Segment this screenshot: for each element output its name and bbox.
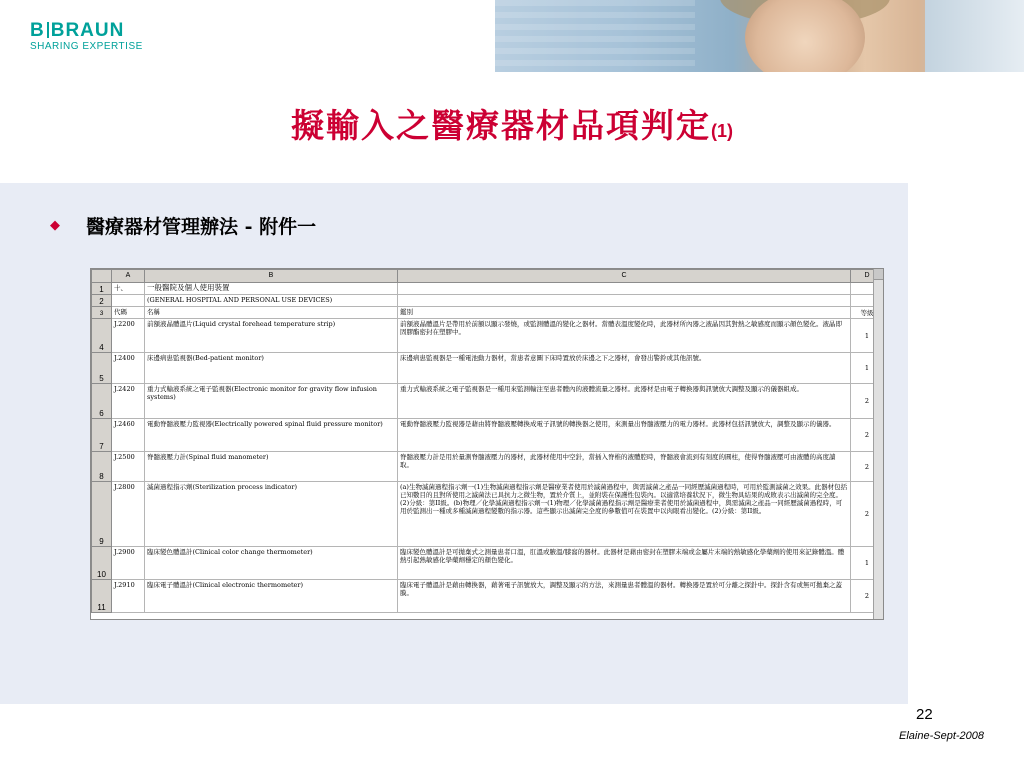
table-row (92, 384, 884, 419)
row-number: 3 (92, 307, 112, 319)
header-name: 名稱 (145, 307, 398, 319)
table-row (92, 283, 884, 295)
column-header-c: C (398, 270, 851, 283)
table-row (92, 482, 884, 547)
cell-description: 床邊病患監視器是一種電池動力器材，當患者意圖下床時置放於床邊之下之器材，會發出警鈴或其他訊號。 (398, 353, 851, 384)
photo-right-block (925, 0, 1024, 72)
cell-grade: 1 (851, 353, 884, 384)
header-photo (495, 0, 1024, 72)
column-header-a: A (112, 270, 145, 283)
row-number: 7 (92, 419, 112, 452)
cell-description: 脊髓液壓力計是用於量測脊髓液壓力的器材，此器材使用中空針，當插入脊椎的液體腔時，脊髓液會流到有刻度的圓柱，使得脊髓液壓可由液體的高度讀取。 (398, 452, 851, 482)
bbraun-logo (30, 20, 143, 52)
logo-divider (47, 22, 49, 38)
slide-title-main: 擬輸入之醫療器材品項判定 (291, 106, 711, 145)
cell-name: 床邊病患監視器(Bed-patient monitor) (145, 353, 398, 384)
cell-code: J.2460 (112, 419, 145, 452)
diamond-bullet-icon: ◆ (50, 218, 60, 233)
spreadsheet-grid (91, 269, 884, 613)
photo-stripes (495, 0, 695, 72)
cell-name: 一般醫院及個人使用裝置 (145, 283, 398, 295)
logo-brand-left: B (30, 20, 45, 41)
row-number: 9 (92, 482, 112, 547)
footer-author-date: Elaine-Sept-2008 (899, 730, 985, 742)
cell-description: 前額液晶體溫片是帶用於前額以顯示發燒，或監測體溫的變化之器材。當體表溫度變化時，此器材所內器之液晶因其對熱之敏感度而顯示顏色變化。液晶即固膠酯密封在塑膠中。 (398, 319, 851, 353)
table-row (92, 319, 884, 353)
row-number: 5 (92, 353, 112, 384)
slide-title (0, 100, 1024, 147)
cell-code: J.2420 (112, 384, 145, 419)
row-number: 6 (92, 384, 112, 419)
cell-code: J.2800 (112, 482, 145, 547)
cell-code: J.2900 (112, 547, 145, 580)
cell-name: 臨床電子體溫計(Clinical electronic thermometer) (145, 580, 398, 613)
column-header-d: D (851, 270, 884, 283)
column-header-row (92, 270, 884, 283)
table-header-row (92, 307, 884, 319)
scroll-up-arrow-icon[interactable] (874, 269, 883, 280)
cell-name: 脊髓液壓力計(Spinal fluid manometer) (145, 452, 398, 482)
header-grade: 等級 (851, 307, 884, 319)
cell-name: 滅菌過程指示劑(Sterilization process indicator) (145, 482, 398, 547)
row-number: 4 (92, 319, 112, 353)
page-number: 22 (916, 706, 933, 723)
cell-name: (GENERAL HOSPITAL AND PERSONAL USE DEVICES) (145, 295, 398, 307)
cell-grade: 1 (851, 547, 884, 580)
row-number: 8 (92, 452, 112, 482)
cell-grade: 2 (851, 452, 884, 482)
row-number: 2 (92, 295, 112, 307)
cell-name: 重力式輸液系統之電子監視器(Electronic monitor for gravity flow infusion systems) (145, 384, 398, 419)
cell-grade: 2 (851, 482, 884, 547)
logo-brand-right: BRAUN (50, 20, 125, 41)
bullet-item (50, 212, 316, 239)
cell-description: 重力式輸液系統之電子監視器是一種用來監測輸注至患者體內的液體流量之器材。此器材是由電子轉換器與訊號放大調整及顯示的儀器組成。 (398, 384, 851, 419)
slide-title-suffix: (1) (711, 121, 733, 141)
cell-grade: 1 (851, 319, 884, 353)
cell-grade: 2 (851, 419, 884, 452)
cell-description: (a)生物滅菌過程指示劑一(1)生物滅菌過程指示劑是醫療業者使用於滅菌過程中，與需滅菌之產品一同經歷滅菌過程時，可用於監測滅菌之效果。此器材包括已知數目的且對所使用之滅菌法已具抗力之微生物，置於介質上，並附裝在保護性包裝內。以適當培養狀況下，微生物具結果的成敗表示出滅菌的完全度。(2)分級：第II級。(b)物理／化學滅菌過程指示劑一(1)物理／化學滅菌過程指示劑是醫療業者使用於滅菌過程中，與需滅菌之產品一同經歷滅菌過程時，可用於監測出一種或多種滅菌過程變數的指示器。這些顯示出滅菌完全度的參數值可在裝置中以肉眼看出變化。(2)分級：第II級。 (398, 482, 851, 547)
header (0, 0, 1024, 78)
table-row (92, 580, 884, 613)
cell-code: J.2500 (112, 452, 145, 482)
cell-description: 臨床變色體溫計是可拋棄式之測量患者口溫，肛溫或腋溫/膝窩的器材。此器材是藉由密封在塑膠末端或金屬片末端的熱敏感化學藥劑的使用來記錄體溫。體熱引起熱敏感化學藥劑穩定的顏色變化。 (398, 547, 851, 580)
table-row (92, 452, 884, 482)
vertical-scrollbar[interactable] (873, 269, 883, 619)
row-number: 1 (92, 283, 112, 295)
table-row (92, 295, 884, 307)
cell-description (398, 295, 851, 307)
table-row (92, 547, 884, 580)
cell-grade: 2 (851, 384, 884, 419)
cell-name: 臨床變色體溫計(Clinical color change thermometer) (145, 547, 398, 580)
logo-tagline: SHARING EXPERTISE (30, 41, 143, 52)
spreadsheet-embed (90, 268, 884, 620)
cell-code: J.2400 (112, 353, 145, 384)
column-header-b: B (145, 270, 398, 283)
table-row (92, 419, 884, 452)
row-number: 10 (92, 547, 112, 580)
cell-name: 電動脊髓液壓力監視器(Electrically powered spinal fluid pressure monitor) (145, 419, 398, 452)
table-row (92, 353, 884, 384)
cell-description: 臨床電子體溫計是藉由轉換器，藉著電子訊號放大，調整及顯示的方法，來測量患者體溫的器材。轉換器是置於可分離之探針中。探針含有或無可拋棄之蓋膜。 (398, 580, 851, 613)
header-description: 鑑別 (398, 307, 851, 319)
cell-description (398, 283, 851, 295)
cell-code: J.2910 (112, 580, 145, 613)
row-number: 11 (92, 580, 112, 613)
photo-face (745, 0, 865, 72)
cell-name: 前額液晶體溫片(Liquid crystal forehead temperature strip) (145, 319, 398, 353)
cell-description: 電動脊髓液壓力監視器是藉由將脊髓液壓轉換成電子訊號的轉換器之使用，來測量出脊髓液壓力的電力器材。此器材包括訊號放大，調整及顯示的儀器。 (398, 419, 851, 452)
header-code: 代碼 (112, 307, 145, 319)
cell-grade: 2 (851, 580, 884, 613)
bullet-text: 醫療器材管理辦法 - 附件一 (86, 216, 317, 238)
cell-code: J.2200 (112, 319, 145, 353)
cell-code: 十、 (112, 283, 145, 295)
corner-cell (92, 270, 112, 283)
cell-code (112, 295, 145, 307)
